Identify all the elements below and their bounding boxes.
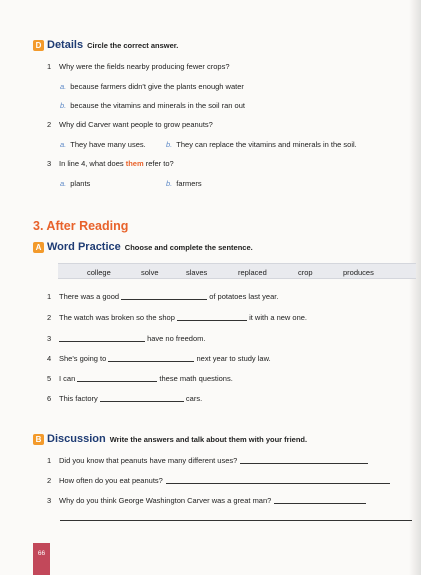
page-edge-shadow [409,0,421,575]
answer-blank[interactable] [121,293,207,300]
question-number: 2 [47,476,52,485]
question-number: 2 [47,120,52,129]
sentence-post: have no freedom. [145,334,206,343]
discussion-question-2 [47,476,390,485]
answer-blank[interactable] [108,355,194,362]
answer-line[interactable] [274,497,366,504]
question-text-post: refer to? [143,159,174,168]
word-practice-instruction: Choose and complete the sentence. [124,243,253,252]
sentence-post: these math questions. [157,374,233,383]
option-text: plants [70,179,91,188]
highlighted-word: them [125,159,144,168]
discussion-question-3 [47,496,366,505]
details-q1-option-b[interactable] [60,101,245,110]
sentence-number: 4 [47,354,52,363]
question-text: How often do you eat peanuts? [59,476,163,485]
option-letter: b. [60,101,67,110]
discussion-extra-line [60,513,412,522]
answer-blank[interactable] [59,335,145,342]
details-question-1 [47,62,230,71]
section-badge-b: B [33,434,44,445]
discussion-question-1 [47,456,368,465]
word-bank-item: produces [343,268,374,277]
sentence-pre: There was a good [59,292,122,301]
page-number-tab [33,543,50,575]
details-q3-option-b[interactable] [166,179,202,188]
sentence-post: cars. [183,394,203,403]
question-text: Why were the fields nearby producing fewer crops? [59,62,230,71]
discussion-heading [47,433,307,445]
sentence-5 [47,374,233,383]
sentence-post: of potatoes last year. [207,292,279,301]
details-question-2 [47,120,213,129]
answer-line[interactable] [240,457,368,464]
details-heading [47,39,178,51]
option-text: They can replace the vitamins and minerals in the soil. [176,140,357,149]
option-letter: a. [60,82,67,91]
answer-line[interactable] [166,477,390,484]
word-bank-item: slaves [186,268,208,277]
sentence-number: 6 [47,394,52,403]
details-q2-option-b[interactable] [166,140,357,149]
answer-blank[interactable] [100,395,184,402]
option-letter: a. [60,179,67,188]
word-bank [58,263,416,279]
option-text: They have many uses. [70,140,146,149]
details-question-3 [47,159,174,168]
word-bank-item: replaced [238,268,267,277]
sentence-post: it with a new one. [246,313,308,322]
word-bank-item: crop [298,268,313,277]
sentence-post: next year to study law. [194,354,271,363]
option-letter: a. [60,140,67,149]
word-practice-title: Word Practice [47,241,121,253]
sentence-number: 5 [47,374,52,383]
question-text: Why do you think George Washington Carver was a great man? [59,496,272,505]
question-number: 3 [47,159,52,168]
question-text-pre: In line 4, what does [59,159,126,168]
sentence-pre: She's going to [59,354,109,363]
details-instruction: Circle the correct answer. [87,41,179,50]
section-badge-d: D [33,40,44,51]
sentence-2 [47,313,307,322]
question-text: Why did Carver want people to grow peanuts? [59,120,213,129]
question-number: 1 [47,456,52,465]
question-number: 3 [47,496,52,505]
sentence-number: 1 [47,292,52,301]
sentence-1 [47,292,278,301]
option-text: farmers [176,179,202,188]
page-number: 66 [37,550,46,557]
discussion-instruction: Write the answers and talk about them with your friend. [109,435,308,444]
after-reading-heading: 3. After Reading [33,219,129,233]
discussion-title: Discussion [47,433,106,445]
sentence-number: 3 [47,334,52,343]
option-letter: b. [166,179,173,188]
option-letter: b. [166,140,173,149]
answer-blank[interactable] [177,314,247,321]
sentence-pre: I can [59,374,78,383]
section-badge-a: A [33,242,44,253]
option-text: because farmers didn't give the plants enough water [70,82,244,91]
sentence-pre: The watch was broken so the shop [59,313,177,322]
word-bank-item: solve [141,268,159,277]
question-text: Did you know that peanuts have many different uses? [59,456,238,465]
details-q3-option-a[interactable] [60,179,90,188]
sentence-6 [47,394,202,403]
word-practice-heading [47,241,253,253]
details-title: Details [47,39,84,51]
details-q1-option-a[interactable] [60,82,244,91]
sentence-4 [47,354,271,363]
sentence-3 [47,334,205,343]
sentence-number: 2 [47,313,52,322]
answer-blank[interactable] [77,375,157,382]
details-q2-option-a[interactable] [60,140,146,149]
question-number: 1 [47,62,52,71]
answer-line[interactable] [60,514,412,521]
sentence-pre: This factory [59,394,100,403]
option-text: because the vitamins and minerals in the soil ran out [70,101,245,110]
word-bank-item: college [87,268,111,277]
